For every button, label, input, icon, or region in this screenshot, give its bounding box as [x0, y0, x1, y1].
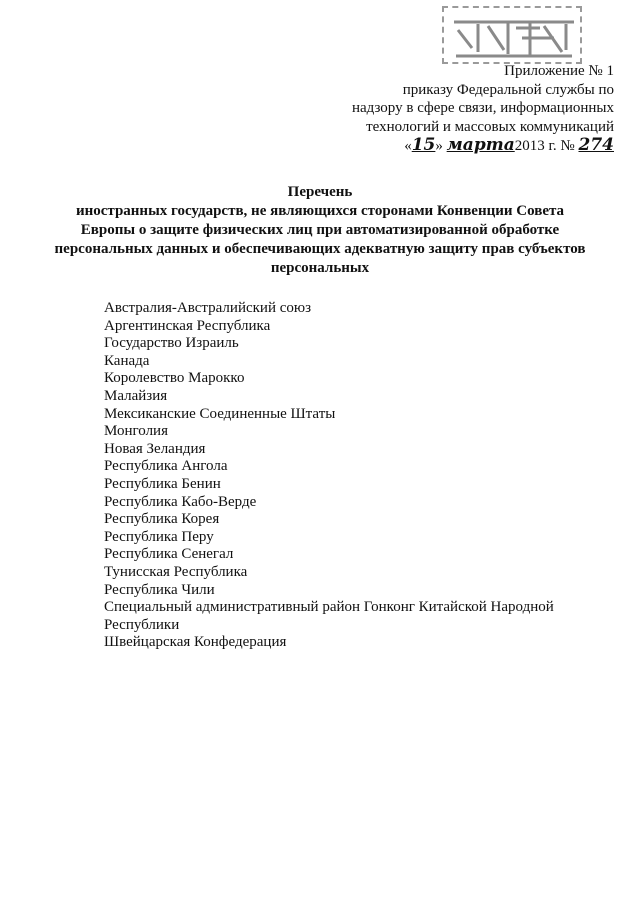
date-year: 2013 г. № [514, 138, 575, 154]
order-number-handwritten: 274 [578, 135, 614, 155]
list-item: Республика Кабо-Верде [104, 493, 257, 510]
list-item: Монголия [104, 423, 168, 440]
list-item: Республика Корея [104, 511, 220, 528]
list-item: Республика Ангола [104, 458, 228, 475]
list-item: Республика Чили [104, 581, 215, 598]
copy-stamp [442, 6, 582, 64]
title-line-2: иностранных государств, не являющихся сторонами Конвенции Совета [75, 203, 565, 219]
list-item: Малайзия [104, 387, 168, 404]
list-item: Республика Перу [104, 528, 214, 545]
list-item: Швейцарская Конфедерация [104, 634, 287, 651]
appendix-number: Приложение № 1 [504, 63, 614, 79]
title-line-5: персональных [270, 260, 370, 276]
list-item: Мексиканские Соединенные Штаты [104, 405, 336, 422]
order-reference-line2: надзору в сфере связи, информационных [351, 100, 614, 116]
list-item: Австралия-Австралийский союз [104, 300, 312, 316]
date-month-handwritten: марта [446, 135, 515, 155]
list-item: Канада [104, 352, 150, 369]
title-line-3: Европы о защите физических лиц при автоматизированной обработке [80, 222, 560, 238]
document-title [40, 183, 600, 278]
list-item: Республика Сенегал [104, 546, 234, 563]
date-open-quote: « [404, 138, 412, 154]
list-item: Специальный административный район Гонконг Китайской Народной Республики [104, 599, 554, 633]
stamp-scribble [444, 8, 582, 64]
order-reference-line3: технологий и массовых коммуникаций [366, 118, 614, 135]
date-close-quote: » [435, 138, 443, 154]
country-list [104, 300, 614, 652]
list-item: Государство Израиль [104, 335, 239, 352]
list-item: Новая Зеландия [104, 440, 206, 457]
list-item: Республика Бенин [104, 475, 221, 492]
list-item: Аргентинская Республика [104, 317, 271, 334]
list-item: Королевство Марокко [104, 370, 245, 387]
order-reference-line1: приказу Федеральной службы по [402, 81, 614, 98]
date-day-handwritten: 15 [411, 135, 436, 155]
order-date-line [294, 136, 614, 156]
appendix-header [294, 62, 614, 156]
title-line-1: Перечень [287, 184, 353, 200]
list-item: Тунисская Республика [104, 563, 248, 580]
title-line-4: персональных данных и обеспечивающих адекватную защиту прав субъектов [54, 241, 586, 257]
